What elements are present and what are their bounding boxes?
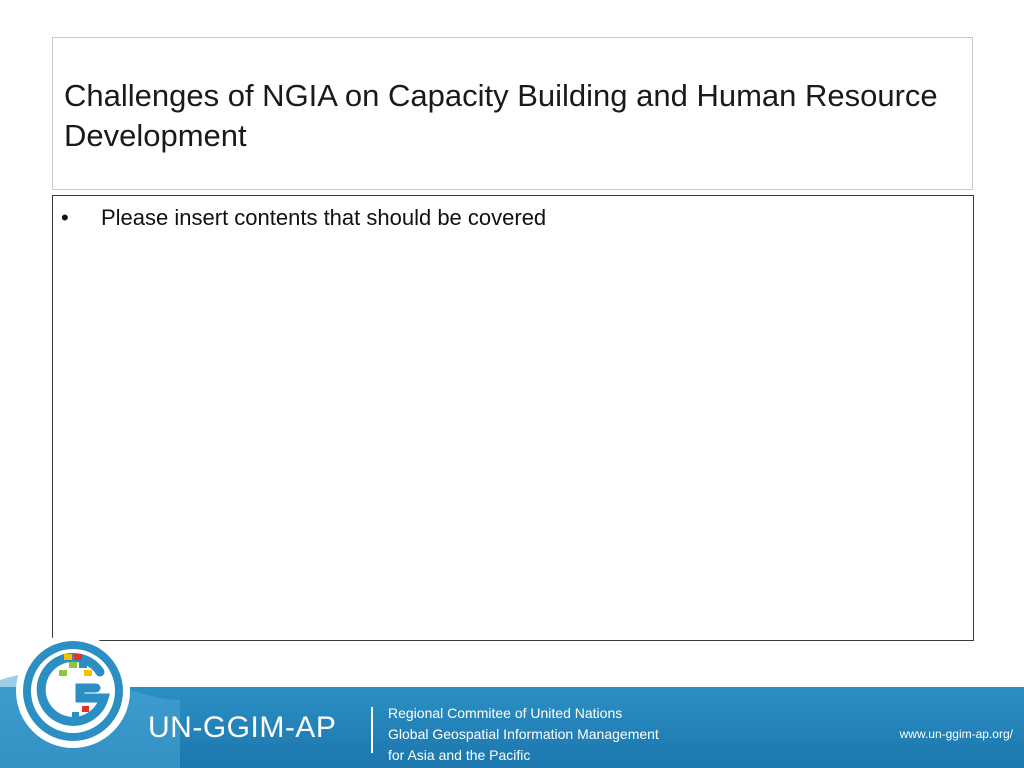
slide-title: Challenges of NGIA on Capacity Building and Human Resource Development	[64, 78, 938, 153]
bullet-text: Please insert contents that should be covered	[101, 205, 547, 230]
list-item	[61, 204, 546, 232]
title-placeholder[interactable]	[52, 37, 973, 190]
org-line-3: for Asia and the Pacific	[388, 747, 531, 763]
footer-divider	[371, 707, 373, 753]
content-placeholder[interactable]	[52, 195, 974, 641]
bullet-list	[61, 204, 546, 232]
org-line-2: Global Geospatial Information Management	[388, 726, 659, 742]
bullet-marker: •	[61, 205, 69, 230]
website-url: www.un-ggim-ap.org/	[899, 727, 1013, 741]
brand-name: UN-GGIM-AP	[148, 711, 337, 744]
globe-logo-icon	[14, 632, 132, 750]
organization-name	[388, 703, 659, 766]
org-line-1: Regional Commitee of United Nations	[388, 705, 623, 721]
